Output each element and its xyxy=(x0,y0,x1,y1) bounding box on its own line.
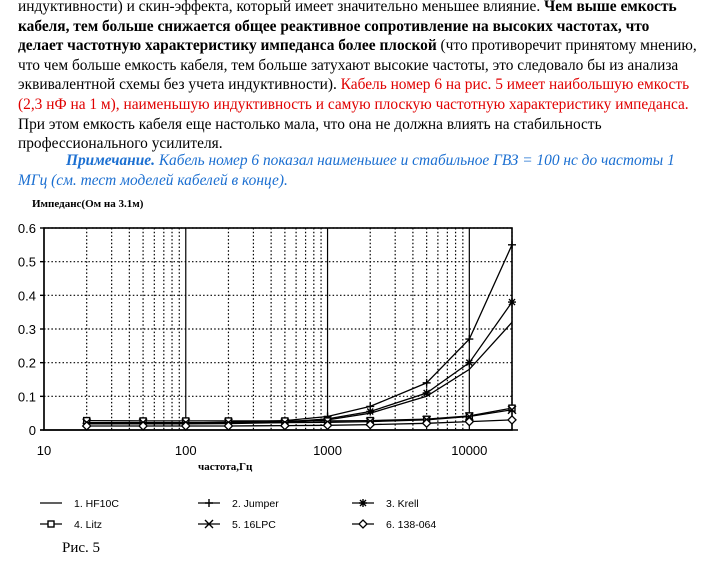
legend-label: 3. Krell xyxy=(386,498,419,510)
x-tick-label: 10000 xyxy=(451,443,488,458)
data-point xyxy=(465,359,473,367)
paragraph-text: (что противоречит принятому мнению, что чем больше емкость кабеля, тем больше затухают высокие частоты, это следовало бы из анализа эквивалентной схемы без учета индуктивности). xyxy=(18,37,697,94)
legend-label: 1. HF10C xyxy=(74,498,119,510)
legend-label: 6. 138-064 xyxy=(386,519,437,531)
figure-caption: Рис. 5 xyxy=(62,540,101,556)
legend-label: 5. 16LPC xyxy=(232,519,276,531)
y-tick-label: 0.2 xyxy=(17,355,36,371)
paragraph-text: индуктивности) и скин-эффекта, который имеет значительно меньшее влияние. xyxy=(18,0,545,15)
red-highlight: Кабель номер 6 на рис. 5 имеет наибольшую емкость (2,3 нФ на 1 м), наименьшую индуктивность и самую плоскую частотную характеристику импеданса. xyxy=(18,76,690,113)
x-tick-label: 10 xyxy=(36,443,52,458)
y-tick-label: 0.3 xyxy=(17,322,36,337)
legend-label: 4. Litz xyxy=(74,519,103,531)
data-point xyxy=(366,407,374,415)
bold-statement: Чем выше емкость кабеля, тем больше снижается общее реактивное сопротивление на высоких частотах, что делает частотную характеристику импеданса более плоской xyxy=(18,0,677,55)
legend-label: 2. Jumper xyxy=(232,498,279,510)
data-point xyxy=(508,416,516,424)
data-point xyxy=(508,241,516,249)
y-tick-label: 0.5 xyxy=(17,254,36,270)
legend-marker xyxy=(359,520,367,528)
note-text: Кабель номер 6 показал наименьшее и стабильное ГВЗ = 100 нс до частоты 1 МГц (см. тест моделей кабелей в конце). xyxy=(18,152,675,189)
x-axis-label: частота,Гц xyxy=(198,461,253,473)
y-tick-label: 0.1 xyxy=(17,389,36,405)
y-axis-label: Импеданс(Ом на 3.1м) xyxy=(32,198,144,210)
y-tick-label: 0.4 xyxy=(17,288,36,304)
series-line xyxy=(87,322,512,424)
data-point xyxy=(508,298,516,306)
legend-marker xyxy=(205,499,213,507)
y-tick-label: 0 xyxy=(28,423,36,438)
legend-marker xyxy=(359,499,367,507)
x-tick-label: 1000 xyxy=(313,443,343,458)
paragraph-text: При этом емкость кабеля еще настолько мала, что она не должна влиять на стабильность профессионального усилителя. xyxy=(18,115,602,153)
note-label: Примечание. xyxy=(66,152,155,169)
data-point xyxy=(423,389,431,397)
legend-marker xyxy=(48,521,54,527)
x-tick-label: 100 xyxy=(174,443,197,458)
y-tick-label: 0.6 xyxy=(17,221,36,236)
